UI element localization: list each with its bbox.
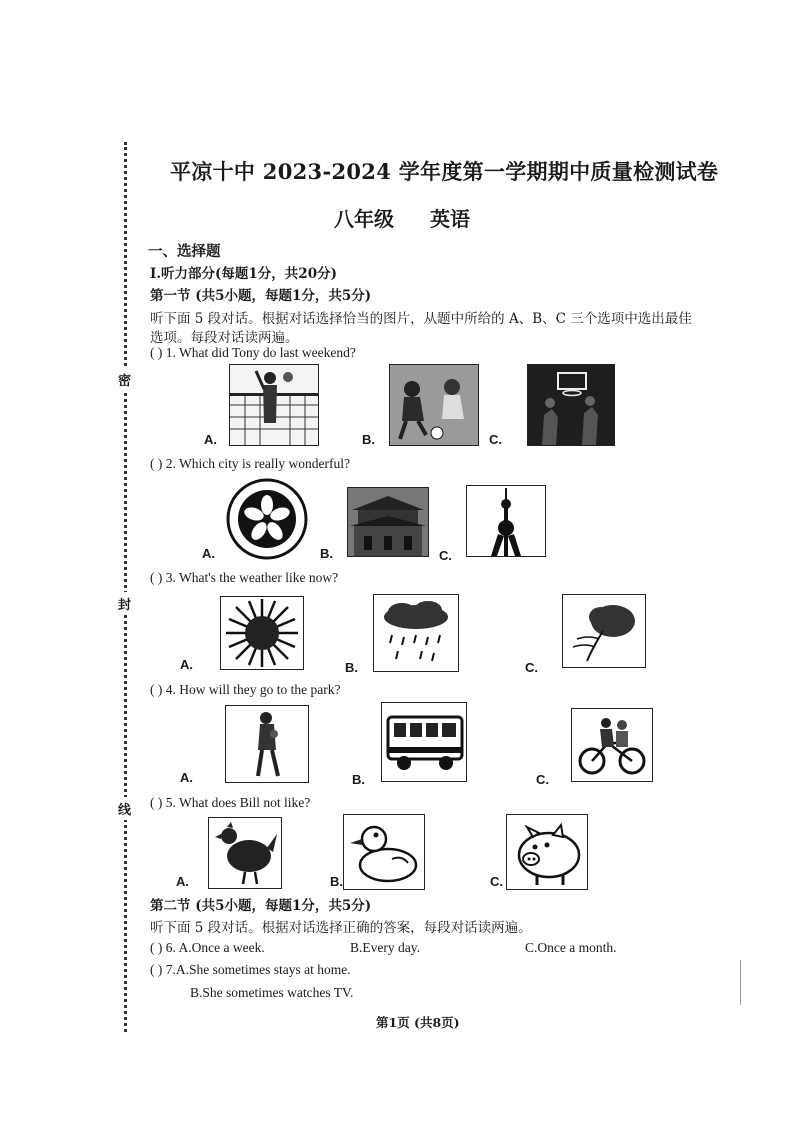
windy-picture — [562, 594, 646, 668]
q4-option-c: C. — [536, 772, 549, 787]
sub1-heading: 第一节 (共5小题，每题1分，共5分) — [150, 288, 372, 304]
question-2: ( ) 2. Which city is really wonderful? — [150, 456, 350, 471]
playing-basketball-icon — [528, 365, 614, 445]
instruction-line-1: 听下面 5 段对话。根据对话选择恰当的图片，从题中所给的 A、B、C 三个选项中选出最佳 — [150, 311, 692, 327]
hong-kong-emblem-picture — [225, 478, 309, 560]
q7-option-b: B.She sometimes watches TV. — [190, 985, 354, 1000]
grade-label: 八年级 — [334, 207, 394, 231]
question-1: ( ) 1. What did Tony do last weekend? — [150, 345, 356, 360]
tiananmen-picture — [347, 487, 429, 557]
sun-picture — [220, 596, 304, 670]
q1-option-b: B. — [362, 432, 375, 447]
rain-picture — [373, 594, 459, 672]
q5-option-c: C. — [490, 874, 503, 889]
soccer-picture — [389, 364, 479, 446]
q6-option-c: C.Once a month. — [525, 940, 617, 955]
sub2-heading: 第二节 (共5小题，每题1分，共5分) — [150, 898, 372, 914]
part1-heading: I.听力部分(每题1分，共20分) — [150, 266, 337, 282]
q1-option-c: C. — [489, 432, 502, 447]
bike-picture — [571, 708, 653, 782]
question-7: ( ) 7.A.She sometimes stays at home. — [150, 962, 351, 977]
duck-picture — [343, 814, 425, 890]
basketball-picture — [527, 364, 615, 446]
page-footer: 第1页 (共8页) — [376, 1015, 460, 1030]
bus-picture — [381, 702, 467, 782]
section-heading: 一、选择题 — [148, 243, 221, 260]
binding-char-xian: 线 — [118, 797, 131, 820]
pig-icon — [507, 815, 587, 889]
grade-subject — [334, 203, 506, 232]
playing-volleyball-icon — [230, 365, 318, 445]
tiananmen-icon — [348, 488, 428, 556]
binding-char-mi: 密 — [118, 368, 131, 391]
oriental-pearl-tower-icon — [467, 486, 545, 556]
q4-option-b: B. — [352, 772, 365, 787]
walking-icon — [226, 706, 308, 782]
question-6: ( ) 6. A.Once a week. — [150, 940, 265, 955]
q2-option-c: C. — [439, 548, 452, 563]
pearl-tower-picture — [466, 485, 546, 557]
q6-option-b: B.Every day. — [350, 940, 420, 955]
q2-option-a: A. — [202, 546, 215, 561]
margin-line — [740, 960, 741, 1005]
q3-option-b: B. — [345, 660, 358, 675]
question-4: ( ) 4. How will they go to the park? — [150, 682, 341, 697]
question-5: ( ) 5. What does Bill not like? — [150, 795, 311, 810]
q1-option-a: A. — [204, 432, 217, 447]
q4-option-a: A. — [180, 770, 193, 785]
windy-tree-icon — [563, 595, 645, 667]
question-3: ( ) 3. What's the weather like now? — [150, 570, 339, 585]
q5-option-a: A. — [176, 874, 189, 889]
chicken-picture — [208, 817, 282, 889]
part2-instruction: 听下面 5 段对话。根据对话选择正确的答案，每段对话读两遍。 — [150, 920, 532, 936]
exam-title: 平凉十中 2023-2024 学年度第一学期期中质量检测试卷 — [170, 159, 719, 184]
sun-icon — [221, 597, 303, 669]
binding-char-feng: 封 — [118, 592, 131, 615]
rain-cloud-icon — [374, 595, 458, 671]
instruction-line-2: 选项。每段对话读两遍。 — [150, 330, 299, 346]
subject-label: 英语 — [430, 207, 470, 231]
duck-icon — [344, 815, 424, 889]
q3-option-a: A. — [180, 657, 193, 672]
hong-kong-emblem-icon — [225, 478, 309, 560]
binding-dotted-line — [124, 142, 137, 1032]
q5-option-b: B. — [330, 874, 343, 889]
bus-icon — [382, 703, 466, 781]
q2-option-b: B. — [320, 546, 333, 561]
playing-soccer-icon — [390, 365, 478, 445]
q3-option-c: C. — [525, 660, 538, 675]
chicken-icon — [209, 818, 281, 888]
walking-picture — [225, 705, 309, 783]
pig-picture — [506, 814, 588, 890]
bike-icon — [572, 709, 652, 781]
volleyball-picture — [229, 364, 319, 446]
